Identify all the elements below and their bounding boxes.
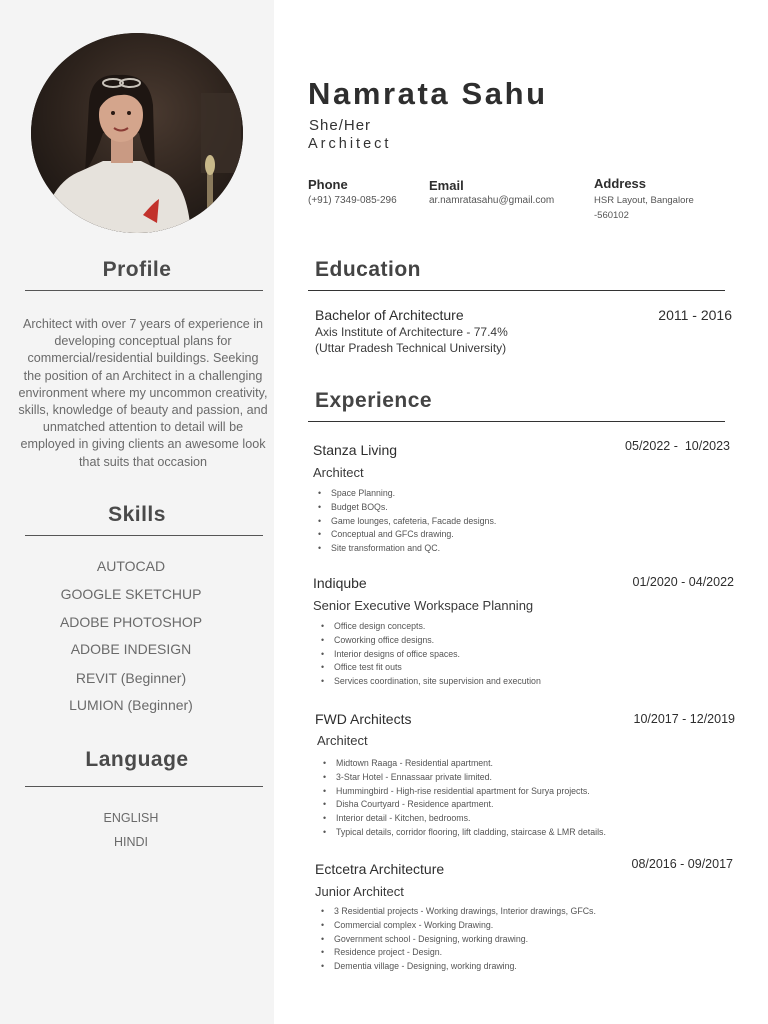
skill-item: LUMION (Beginner) [69, 697, 193, 713]
responsibility-item: • Commercial complex - Working Drawing. [318, 919, 596, 933]
job-dates: 01/2020 - 04/2022 [632, 575, 734, 589]
skills-heading: Skills [108, 503, 166, 526]
profile-summary: Architect with over 7 years of experience in developing conceptual plans for commercial/residential buildings. Seeking the position of an Architect in a challenging environment where my uncommon creativity, skills, knowledge of beauty and passion, and unmatched attention to detail will be employed in giving clients an awesome look that suits that occasion [18, 317, 268, 469]
avatar-illustration [31, 33, 243, 233]
responsibility-item: • 3 Residential projects - Working drawings, Interior drawings, GFCs. [318, 905, 596, 919]
responsibility-item: • Budget BOQs. [315, 501, 496, 515]
experience-heading: Experience [315, 389, 433, 412]
language-divider [25, 786, 263, 787]
skill-item: ADOBE PHOTOSHOP [59, 614, 203, 630]
education-years: 2011 - 2016 [658, 307, 732, 323]
responsibility-item: • Coworking office designs. [318, 634, 541, 648]
language-heading: Language [85, 748, 189, 771]
job-company: Indiqube [313, 575, 367, 591]
address-line1: HSR Layout, Bangalore [594, 195, 694, 206]
email-value: ar.namratasahu@gmail.com [429, 195, 555, 206]
job-role: Senior Executive Workspace Planning [313, 598, 534, 613]
job-company: Stanza Living [313, 442, 398, 458]
job-dates: 08/2016 - 09/2017 [631, 857, 733, 871]
job-title: Architect [308, 136, 392, 152]
language-item: HINDI [113, 835, 149, 849]
profile-divider [25, 290, 263, 291]
profile-photo [31, 33, 243, 233]
skill-item: AUTOCAD [96, 558, 166, 574]
responsibility-item: • Services coordination, site supervision and execution [318, 675, 541, 689]
education-heading: Education [315, 258, 422, 281]
phone-label: Phone [308, 177, 348, 192]
institute-name: Axis Institute of Architecture - 77.4% [315, 325, 508, 339]
responsibility-item: • 3-Star Hotel - Ennassaar private limited. [320, 771, 606, 785]
profile-heading: Profile [102, 258, 172, 281]
responsibility-item: • Site transformation and QC. [315, 542, 496, 556]
education-divider [308, 290, 725, 291]
responsibility-item: • Office design concepts. [318, 620, 541, 634]
job-responsibilities [318, 620, 541, 689]
job-dates: 05/2022 - 10/2023 [625, 439, 730, 453]
responsibility-item: • Office test fit outs [318, 661, 541, 675]
responsibility-item: • Government school - Designing, working drawing. [318, 933, 596, 947]
responsibility-item: • Interior designs of office spaces. [318, 648, 541, 662]
skills-divider [25, 535, 263, 536]
job-responsibilities [318, 905, 596, 974]
phone-value: (+91) 7349-085-296 [308, 195, 397, 206]
skill-item: REVIT (Beginner) [75, 670, 187, 686]
person-name: Namrata Sahu [308, 76, 548, 111]
responsibility-item: • Game lounges, cafeteria, Facade designs. [315, 515, 496, 529]
language-item: ENGLISH [103, 811, 159, 825]
responsibility-item: • Residence project - Design. [318, 946, 596, 960]
email-label: Email [429, 178, 464, 193]
job-responsibilities [320, 757, 606, 840]
skill-item: GOOGLE SKETCHUP [60, 586, 202, 602]
skill-item: ADOBE INDESIGN [70, 641, 192, 657]
university-name: (Uttar Pradesh Technical University) [315, 341, 507, 355]
pronouns: She/Her [309, 117, 372, 134]
job-company: FWD Architects [315, 711, 412, 727]
job-role: Junior Architect [315, 884, 404, 899]
job-role: Architect [313, 465, 364, 480]
sidebar [0, 0, 274, 1024]
address-line2: -560102 [594, 210, 629, 221]
responsibility-item: • Hummingbird - High-rise residential apartment for Surya projects. [320, 785, 606, 799]
job-dates: 10/2017 - 12/2019 [633, 712, 735, 726]
job-responsibilities [315, 487, 496, 556]
job-role: Architect [317, 733, 368, 748]
responsibility-item: • Midtown Raaga - Residential apartment. [320, 757, 606, 771]
responsibility-item: • Interior detail - Kitchen, bedrooms. [320, 812, 606, 826]
responsibility-item: • Typical details, corridor flooring, lift cladding, staircase & LMR details. [320, 826, 606, 840]
responsibility-item: • Dementia village - Designing, working drawing. [318, 960, 596, 974]
degree-name: Bachelor of Architecture [315, 307, 464, 323]
responsibility-item: • Conceptual and GFCs drawing. [315, 528, 496, 542]
job-company: Ectcetra Architecture [315, 861, 445, 877]
responsibility-item: • Disha Courtyard - Residence apartment. [320, 798, 606, 812]
experience-divider [308, 421, 725, 422]
address-label: Address [594, 176, 647, 191]
responsibility-item: • Space Planning. [315, 487, 496, 501]
